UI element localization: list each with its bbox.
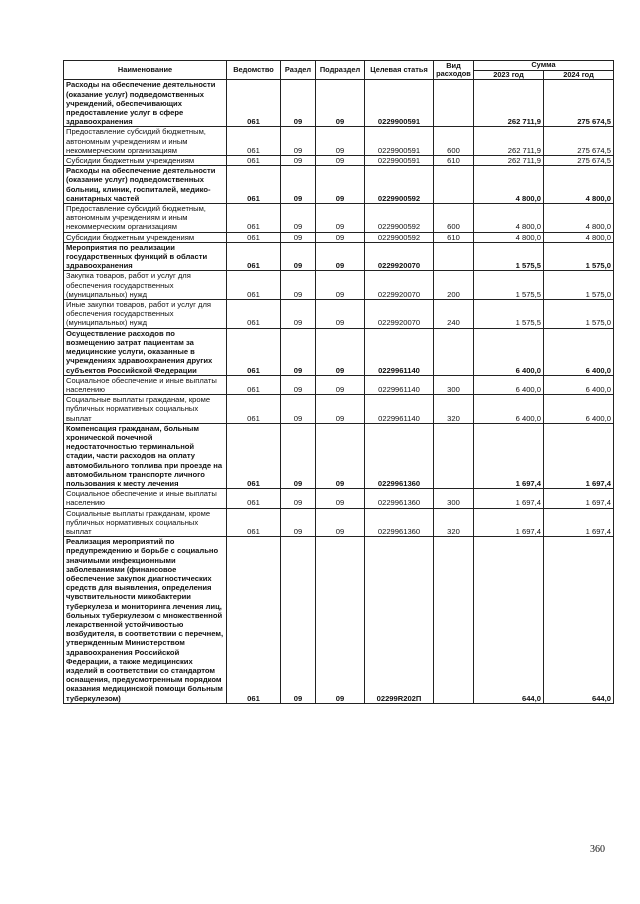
row-vid: 600 bbox=[434, 204, 474, 233]
table-row bbox=[64, 300, 614, 329]
table-row bbox=[64, 204, 614, 233]
row-sum-2024: 1 697,4 bbox=[544, 508, 614, 537]
row-name: Расходы на обеспечение деятельности (оказание услуг) подведомственных учреждений, обеспечивающих предоставление услуг в сфере здравоохранения bbox=[64, 80, 227, 127]
row-sum-2024: 1 697,4 bbox=[544, 423, 614, 488]
row-sum-2023: 262 711,9 bbox=[474, 127, 544, 156]
row-vid: 300 bbox=[434, 375, 474, 394]
row-podrazdel: 09 bbox=[316, 156, 365, 166]
row-vedomstvo: 061 bbox=[227, 271, 281, 300]
row-vid: 300 bbox=[434, 489, 474, 508]
table-row bbox=[64, 271, 614, 300]
row-vedomstvo: 061 bbox=[227, 489, 281, 508]
row-name: Социальные выплаты гражданам, кроме публичных нормативных социальных выплат bbox=[64, 395, 227, 424]
header-vid: Вид расходов bbox=[434, 61, 474, 80]
row-razdel: 09 bbox=[281, 156, 316, 166]
row-name: Реализация мероприятий по предупреждению и борьбе с социально значимыми инфекционными заболеваниями (финансовое обеспечение закупок диагностических средств для выявления, определения чувствительности микобактерии туберкулеза и мониторинга лечения лиц, больных туберкулезом с множественной лекарственной устойчивостью возбудителя, в соответствии с перечнем, утвержденным Министерством здравоохранения Российской Федерации, а также медицинских изделий в соответствии со стандартом оснащения, предусмотренным порядком оказания медицинской помощи больным туберкулезом) bbox=[64, 537, 227, 704]
row-podrazdel: 09 bbox=[316, 300, 365, 329]
row-vid bbox=[434, 537, 474, 704]
row-sum-2024: 1 575,0 bbox=[544, 300, 614, 329]
header-vedomstvo: Ведомство bbox=[227, 61, 281, 80]
row-podrazdel: 09 bbox=[316, 508, 365, 537]
row-razdel: 09 bbox=[281, 489, 316, 508]
row-vid: 240 bbox=[434, 300, 474, 329]
row-sum-2023: 1 575,5 bbox=[474, 242, 544, 271]
row-sum-2024: 6 400,0 bbox=[544, 328, 614, 375]
row-sum-2023: 1 697,4 bbox=[474, 423, 544, 488]
row-vid: 320 bbox=[434, 395, 474, 424]
row-razdel: 09 bbox=[281, 204, 316, 233]
row-razdel: 09 bbox=[281, 375, 316, 394]
row-sum-2023: 4 800,0 bbox=[474, 204, 544, 233]
row-sum-2023: 6 400,0 bbox=[474, 375, 544, 394]
row-vedomstvo: 061 bbox=[227, 232, 281, 242]
row-sum-2023: 1 575,5 bbox=[474, 300, 544, 329]
row-vedomstvo: 061 bbox=[227, 537, 281, 704]
row-vid: 200 bbox=[434, 271, 474, 300]
row-target: 0229900591 bbox=[365, 127, 434, 156]
row-sum-2023: 6 400,0 bbox=[474, 328, 544, 375]
table-row bbox=[64, 232, 614, 242]
row-podrazdel: 09 bbox=[316, 232, 365, 242]
row-podrazdel: 09 bbox=[316, 423, 365, 488]
row-sum-2023: 6 400,0 bbox=[474, 395, 544, 424]
row-target: 0229920070 bbox=[365, 300, 434, 329]
row-podrazdel: 09 bbox=[316, 242, 365, 271]
row-sum-2023: 644,0 bbox=[474, 537, 544, 704]
row-target: 0229900591 bbox=[365, 156, 434, 166]
row-target: 0229900592 bbox=[365, 204, 434, 233]
table-row bbox=[64, 423, 614, 488]
row-razdel: 09 bbox=[281, 537, 316, 704]
row-vid bbox=[434, 328, 474, 375]
row-razdel: 09 bbox=[281, 508, 316, 537]
row-target: 0229900592 bbox=[365, 166, 434, 204]
table-row bbox=[64, 242, 614, 271]
table-row bbox=[64, 328, 614, 375]
row-target: 0229900591 bbox=[365, 80, 434, 127]
row-podrazdel: 09 bbox=[316, 375, 365, 394]
table-row bbox=[64, 80, 614, 127]
row-razdel: 09 bbox=[281, 395, 316, 424]
table-row bbox=[64, 166, 614, 204]
row-name: Мероприятия по реализации государственных функций в области здравоохранения bbox=[64, 242, 227, 271]
row-vedomstvo: 061 bbox=[227, 328, 281, 375]
row-target: 0229961140 bbox=[365, 395, 434, 424]
table-row bbox=[64, 127, 614, 156]
row-razdel: 09 bbox=[281, 300, 316, 329]
row-sum-2023: 4 800,0 bbox=[474, 166, 544, 204]
row-name: Социальное обеспечение и иные выплаты населению bbox=[64, 489, 227, 508]
header-name: Наименование bbox=[64, 61, 227, 80]
row-razdel: 09 bbox=[281, 80, 316, 127]
row-name: Компенсация гражданам, больным хронической почечной недостаточностью терминальной стадии, части расходов на оплату автомобильного топлива при проезде на автомобильном транспорте личного пользования к месту лечения bbox=[64, 423, 227, 488]
row-target: 02299R202П bbox=[365, 537, 434, 704]
row-razdel: 09 bbox=[281, 423, 316, 488]
table-row bbox=[64, 489, 614, 508]
row-name: Осуществление расходов по возмещению затрат пациентам за медицинские услуги, оказанные в учреждениях здравоохранения других субъектов Российской Федерации bbox=[64, 328, 227, 375]
row-podrazdel: 09 bbox=[316, 395, 365, 424]
row-sum-2024: 4 800,0 bbox=[544, 232, 614, 242]
row-vedomstvo: 061 bbox=[227, 80, 281, 127]
row-razdel: 09 bbox=[281, 242, 316, 271]
row-sum-2023: 262 711,9 bbox=[474, 156, 544, 166]
table-body bbox=[64, 80, 614, 703]
row-target: 0229961360 bbox=[365, 489, 434, 508]
row-name: Предоставление субсидий бюджетным, автономным учреждениям и иным некоммерческим организациям bbox=[64, 127, 227, 156]
row-sum-2023: 1 697,4 bbox=[474, 508, 544, 537]
row-sum-2024: 1 575,0 bbox=[544, 271, 614, 300]
row-target: 0229961140 bbox=[365, 328, 434, 375]
row-vedomstvo: 061 bbox=[227, 423, 281, 488]
row-vedomstvo: 061 bbox=[227, 204, 281, 233]
header-2023: 2023 год bbox=[474, 71, 544, 80]
row-razdel: 09 bbox=[281, 328, 316, 375]
row-sum-2024: 4 800,0 bbox=[544, 204, 614, 233]
row-sum-2024: 644,0 bbox=[544, 537, 614, 704]
row-vedomstvo: 061 bbox=[227, 156, 281, 166]
row-name: Социальное обеспечение и иные выплаты населению bbox=[64, 375, 227, 394]
row-sum-2023: 1 575,5 bbox=[474, 271, 544, 300]
row-name: Иные закупки товаров, работ и услуг для обеспечения государственных (муниципальных) нужд bbox=[64, 300, 227, 329]
row-sum-2024: 1 575,0 bbox=[544, 242, 614, 271]
row-target: 0229920070 bbox=[365, 271, 434, 300]
row-podrazdel: 09 bbox=[316, 204, 365, 233]
header-target: Целевая статья bbox=[365, 61, 434, 80]
table-row bbox=[64, 537, 614, 704]
row-target: 0229900592 bbox=[365, 232, 434, 242]
row-name: Субсидии бюджетным учреждениям bbox=[64, 156, 227, 166]
row-vedomstvo: 061 bbox=[227, 127, 281, 156]
page-number: 360 bbox=[590, 844, 605, 855]
row-podrazdel: 09 bbox=[316, 328, 365, 375]
row-vedomstvo: 061 bbox=[227, 395, 281, 424]
row-name: Социальные выплаты гражданам, кроме публичных нормативных социальных выплат bbox=[64, 508, 227, 537]
row-name: Закупка товаров, работ и услуг для обеспечения государственных (муниципальных) нужд bbox=[64, 271, 227, 300]
row-sum-2023: 4 800,0 bbox=[474, 232, 544, 242]
row-sum-2024: 6 400,0 bbox=[544, 375, 614, 394]
table-row bbox=[64, 508, 614, 537]
row-podrazdel: 09 bbox=[316, 80, 365, 127]
row-podrazdel: 09 bbox=[316, 166, 365, 204]
row-target: 0229920070 bbox=[365, 242, 434, 271]
row-sum-2024: 275 674,5 bbox=[544, 80, 614, 127]
row-target: 0229961140 bbox=[365, 375, 434, 394]
row-name: Расходы на обеспечение деятельности (оказание услуг) подведомственных больниц, клиник, госпиталей, медико-санитарных частей bbox=[64, 166, 227, 204]
row-razdel: 09 bbox=[281, 166, 316, 204]
row-target: 0229961360 bbox=[365, 423, 434, 488]
row-vedomstvo: 061 bbox=[227, 375, 281, 394]
row-razdel: 09 bbox=[281, 127, 316, 156]
row-name: Субсидии бюджетным учреждениям bbox=[64, 232, 227, 242]
row-sum-2024: 4 800,0 bbox=[544, 166, 614, 204]
row-target: 0229961360 bbox=[365, 508, 434, 537]
table-row bbox=[64, 375, 614, 394]
header-summa: Сумма bbox=[474, 61, 614, 71]
row-vid: 320 bbox=[434, 508, 474, 537]
row-vid bbox=[434, 242, 474, 271]
table-row bbox=[64, 156, 614, 166]
row-podrazdel: 09 bbox=[316, 537, 365, 704]
row-name: Предоставление субсидий бюджетным, автономным учреждениям и иным некоммерческим организациям bbox=[64, 204, 227, 233]
budget-table bbox=[63, 60, 614, 704]
header-razdel: Раздел bbox=[281, 61, 316, 80]
row-podrazdel: 09 bbox=[316, 127, 365, 156]
row-razdel: 09 bbox=[281, 271, 316, 300]
row-sum-2023: 1 697,4 bbox=[474, 489, 544, 508]
row-vid: 610 bbox=[434, 232, 474, 242]
row-sum-2024: 1 697,4 bbox=[544, 489, 614, 508]
header-2024: 2024 год bbox=[544, 71, 614, 80]
row-razdel: 09 bbox=[281, 232, 316, 242]
row-vedomstvo: 061 bbox=[227, 300, 281, 329]
row-vid bbox=[434, 80, 474, 127]
row-vid: 610 bbox=[434, 156, 474, 166]
row-vedomstvo: 061 bbox=[227, 508, 281, 537]
row-podrazdel: 09 bbox=[316, 271, 365, 300]
row-vedomstvo: 061 bbox=[227, 242, 281, 271]
row-vid bbox=[434, 423, 474, 488]
row-vid bbox=[434, 166, 474, 204]
row-sum-2023: 262 711,9 bbox=[474, 80, 544, 127]
row-vedomstvo: 061 bbox=[227, 166, 281, 204]
header-podrazdel: Подраздел bbox=[316, 61, 365, 80]
row-podrazdel: 09 bbox=[316, 489, 365, 508]
row-sum-2024: 6 400,0 bbox=[544, 395, 614, 424]
row-sum-2024: 275 674,5 bbox=[544, 127, 614, 156]
row-vid: 600 bbox=[434, 127, 474, 156]
row-sum-2024: 275 674,5 bbox=[544, 156, 614, 166]
table-row bbox=[64, 395, 614, 424]
